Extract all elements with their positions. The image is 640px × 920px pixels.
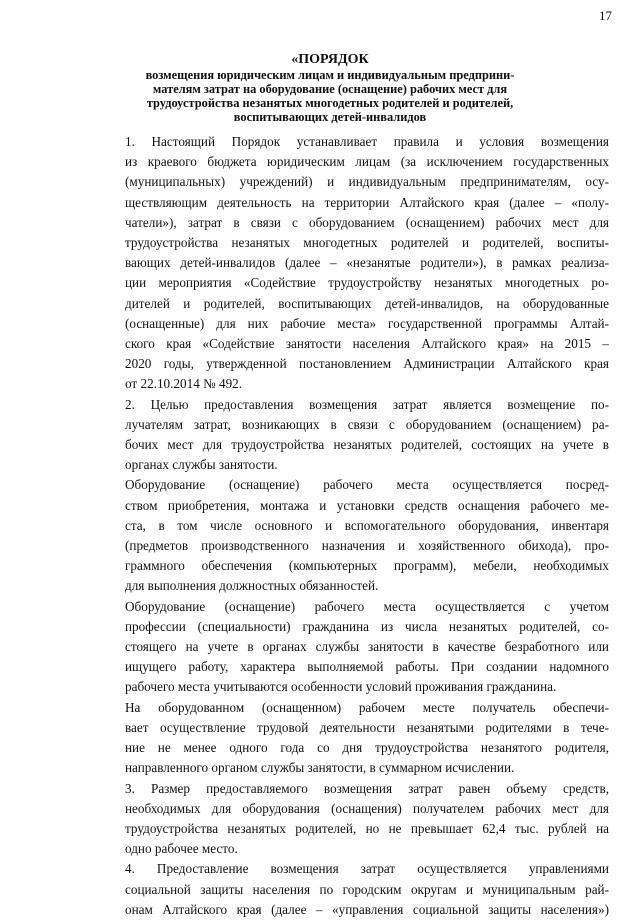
text-line: необходимых для оборудования (оснащения) получателем рабочих мест для — [125, 800, 609, 816]
title-subtitle-line: трудоустройства незанятых многодетных родителей и родителей, — [146, 96, 514, 110]
title-subtitle-line: воспитывающих детей-инвалидов — [233, 110, 427, 124]
text-line: 2020 годы, утвержденной постановлением Администрации Алтайского края — [125, 356, 609, 372]
text-line: стоящего на учете в органах службы занятости в качестве безработного или — [125, 639, 609, 655]
text-line: вает осуществление трудовой деятельности незанятыми родителями в тече- — [125, 719, 609, 735]
paragraph — [87, 698, 609, 779]
text-line: (муниципальных) учреждений) и индивидуальным предпринимателям, осу- — [125, 174, 609, 190]
text-line: 3. Размер предоставляемого возмещения затрат равен объему средств, — [125, 780, 609, 796]
text-line: органах службы занятости. — [125, 457, 278, 473]
title-subtitle-line: мателям затрат на оборудование (оснащение) рабочих мест для — [152, 82, 508, 96]
text-line: одно рабочее место. — [125, 841, 238, 857]
text-line: 4. Предоставление возмещения затрат осуществляется управлениями — [125, 861, 609, 877]
text-line: (предметов производственного назначения и хозяйственного обихода), про- — [125, 538, 609, 554]
text-line: онам Алтайского края (далее – «управления социальной защиты населения») — [125, 901, 609, 917]
paragraph — [87, 597, 609, 698]
text-line: рабочего места учитываются особенности условий проживания гражданина. — [125, 679, 557, 695]
text-line: граммного обеспечения (компьютерных программ), мебели, необходимых — [125, 558, 609, 574]
paragraph — [87, 779, 609, 860]
text-line: направленного органом службы занятости, в суммарном исчислении. — [125, 760, 515, 776]
text-line: ством приобретения, монтажа и установки средств оснащения рабочего ме- — [125, 497, 609, 513]
paragraph — [87, 395, 609, 476]
text-line: от 22.10.2014 № 492. — [125, 376, 243, 392]
title-heading: «ПОРЯДОК — [291, 52, 369, 67]
text-line: ние не менее одного года со дня трудоустройства незанятого родителя, — [125, 740, 609, 756]
text-line: ции мероприятия «Содействие трудоустройству незанятых многодетных ро- — [125, 275, 609, 291]
text-line: профессии (специальности) гражданина из числа незанятых родителей, со- — [125, 618, 609, 634]
text-line: ста, в том числе основного и вспомогательного оборудования, инвентаря — [125, 517, 609, 533]
text-line: дителей и родителей, воспитывающих детей-инвалидов, на оборудованные — [125, 295, 609, 311]
text-line: бочих мест для трудоустройства незанятых родителей, состоящих на учете в — [125, 437, 609, 453]
text-line: вающих детей-инвалидов (далее – «незанятые родители»), в рамках реализа- — [125, 255, 609, 271]
text-line: ского края «Содействие занятости населения Алтайского края» на 2015 – — [125, 336, 609, 352]
text-line: 2. Целью предоставления возмещения затрат является возмещение по- — [125, 396, 609, 412]
text-line: (оснащенные) для них рабочие места» государственной программы Алтай- — [125, 315, 609, 331]
text-line: Оборудование (оснащение) рабочего места осуществляется посред- — [125, 477, 609, 493]
document-body — [87, 132, 609, 920]
paragraph — [87, 132, 609, 395]
text-line: трудоустройства незанятых многодетных родителей и родителей, воспиты- — [125, 235, 609, 251]
text-line: 1. Настоящий Порядок устанавливает правила и условия возмещения — [125, 134, 609, 149]
text-line: чатели»), затрат в связи с оборудованием (оснащением) рабочих мест для — [125, 214, 609, 230]
text-line: ществляющим деятельность на территории Алтайского края (далее – «полу- — [125, 194, 609, 210]
paragraph — [87, 475, 609, 596]
document-title — [70, 52, 590, 124]
text-line: ищущего работу, характера выполняемой работы. При создании надомного — [125, 659, 609, 675]
text-line: социальной защиты населения по городским округам и муниципальным рай- — [125, 881, 609, 897]
text-line: Оборудование (оснащение) рабочего места осуществляется с учетом — [125, 598, 609, 614]
title-subtitle-line: возмещения юридическим лицам и индивидуальным предприни- — [145, 68, 515, 82]
text-line: На оборудованном (оснащенном) рабочем месте получатель обеспечи- — [125, 699, 609, 715]
text-line: для выполнения должностных обязанностей. — [125, 578, 379, 594]
text-line: лучателям затрат, возникающих в связи с оборудованием (оснащением) ра- — [125, 416, 609, 432]
page-number: 17 — [599, 8, 612, 23]
paragraph — [87, 859, 609, 920]
text-line: трудоустройства незанятых родителей, но не превышает 62,4 тыс. рублей на — [125, 820, 609, 836]
text-line: из краевого бюджета юридическим лицам (за исключением государственных — [125, 154, 609, 170]
